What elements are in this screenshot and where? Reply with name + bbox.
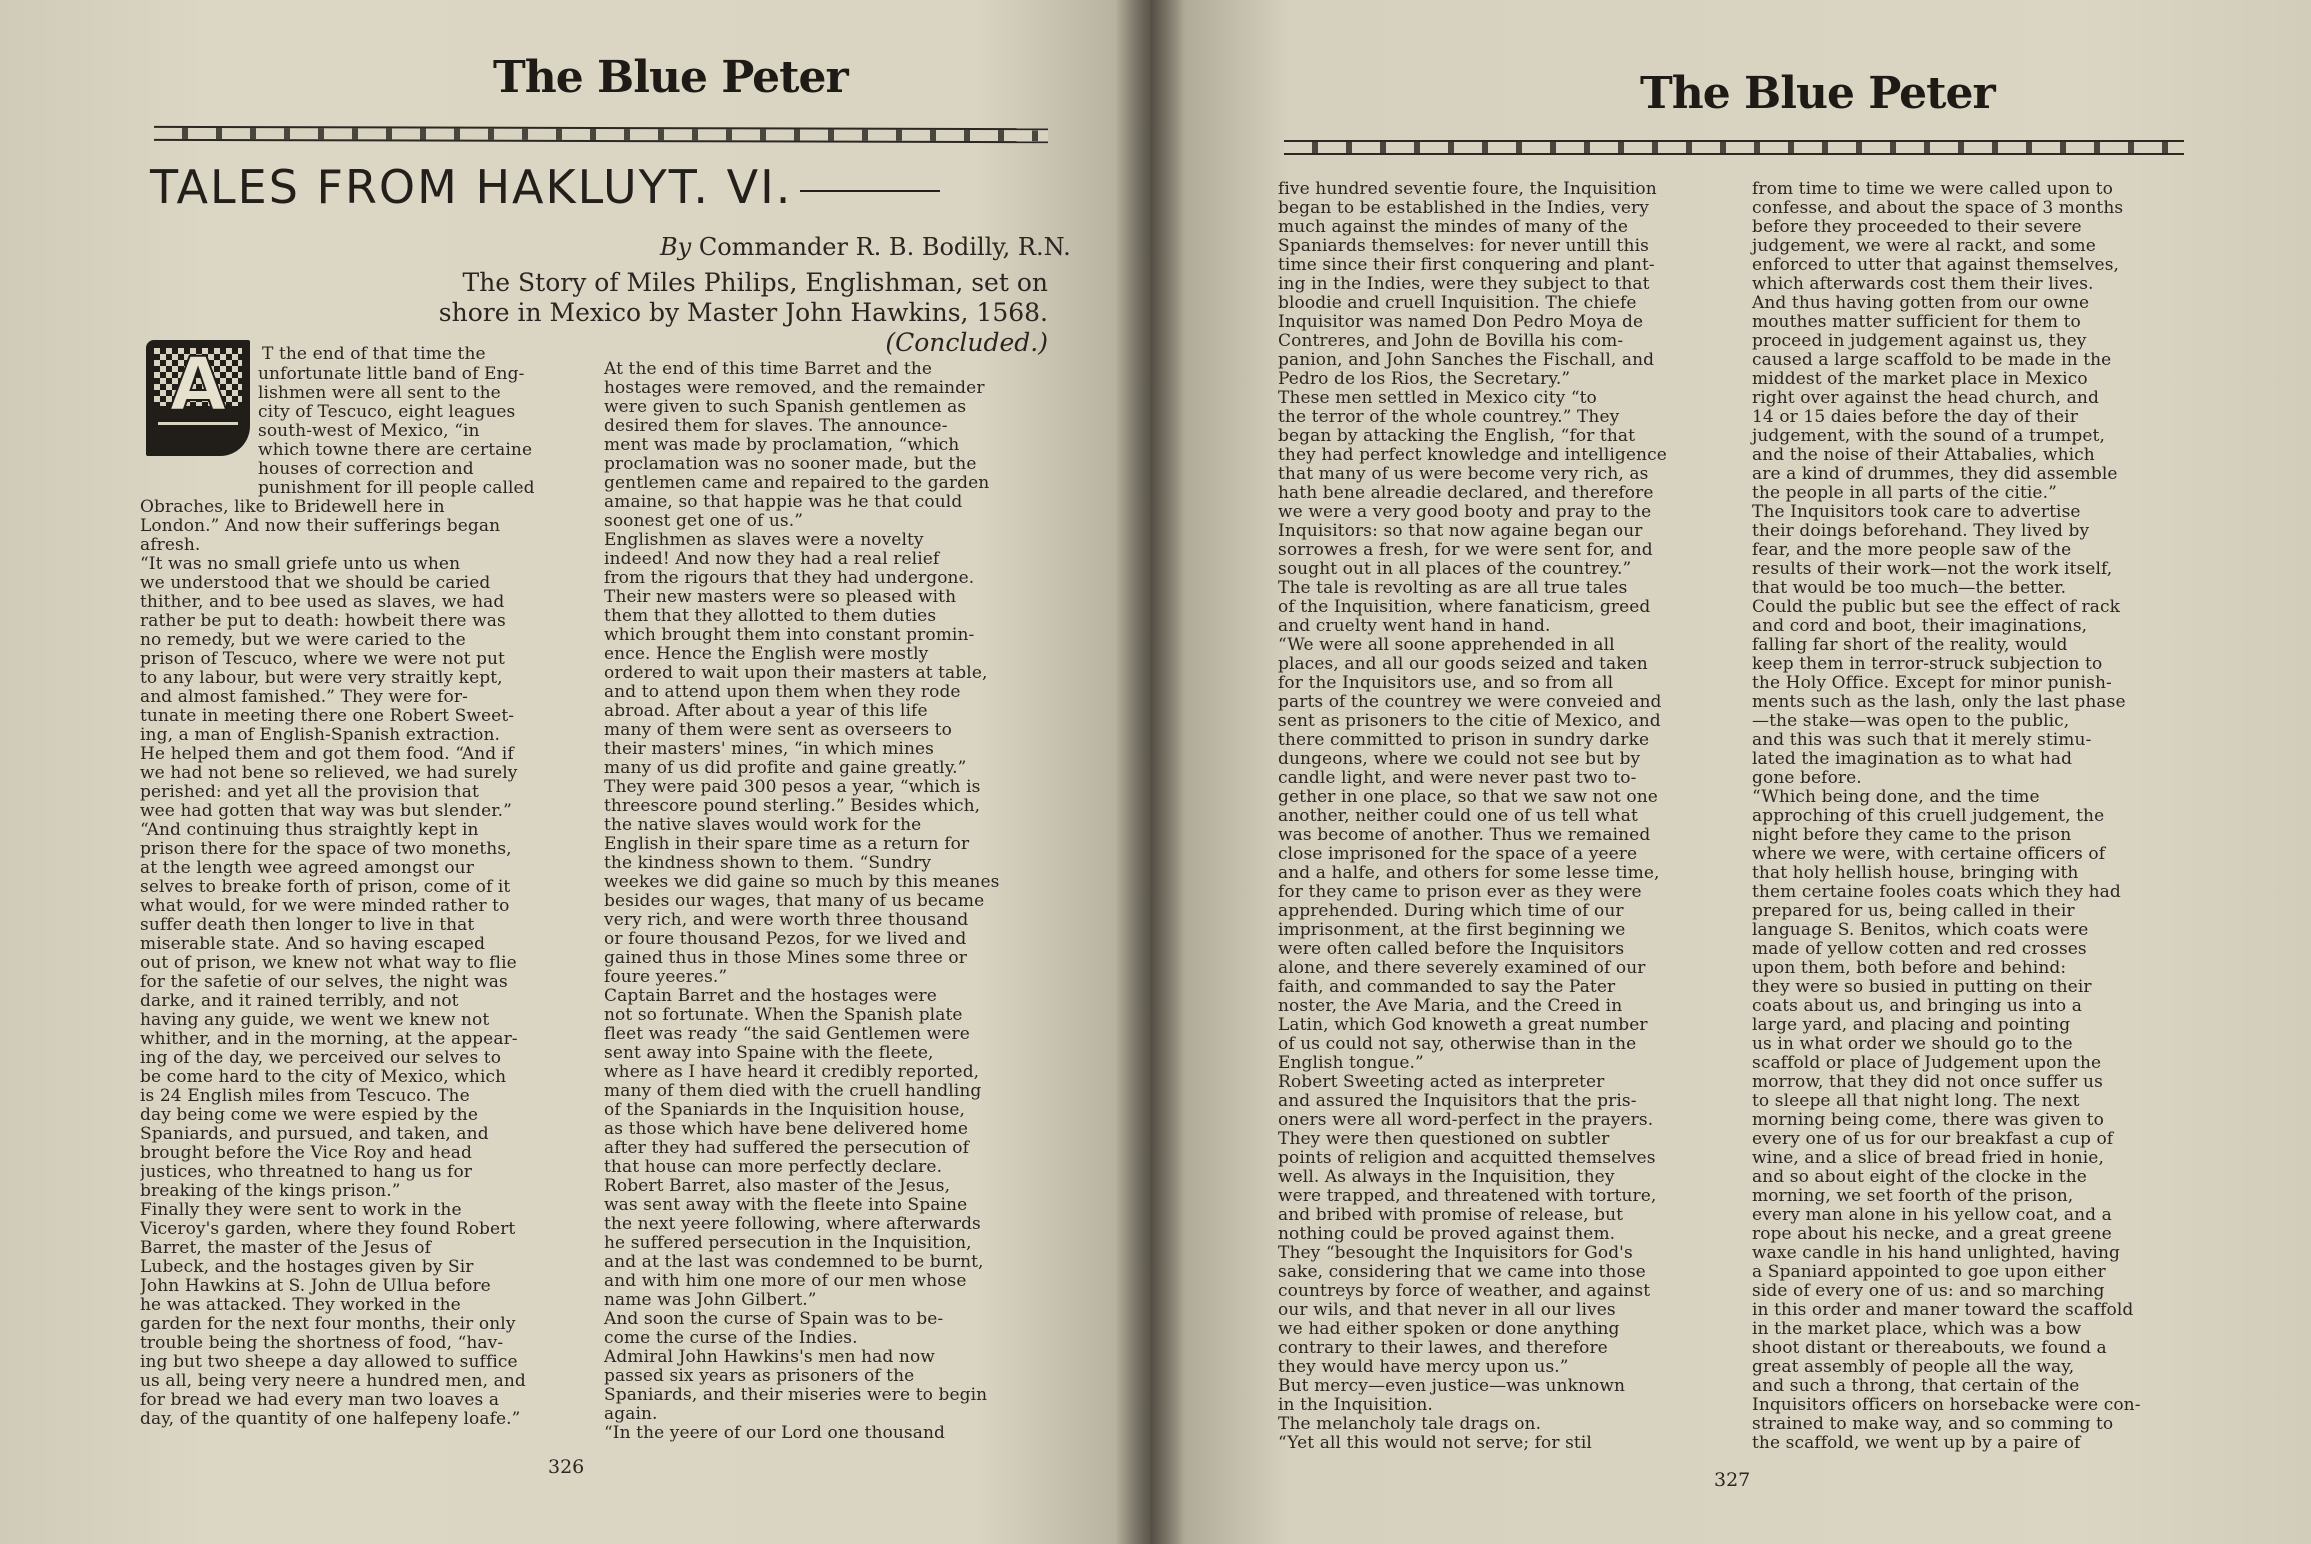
text-line: for bread we had every man two loaves a (140, 1391, 500, 1410)
text-line: which towne there are certaine (258, 441, 533, 460)
text-line: justices, who threatned to hang us for (140, 1163, 473, 1182)
right-page-column-1: five hundred seventie foure, the Inquisition began to be established in the Indies, very much against the mindes of many of the Spaniards themselves: for never untill this time since their first conquering and plant- ing in the Indies, were they subject to that bloodie and cruell Inquisition. The chiefe Inquisitor was named Don Pedro Moya de Contreres, and John de Bovilla his com- panion, and John Sanches the Fischall, and Pedro de los Rios, the Secretary.” These men settled in Mexico city “to the terror of the whole countrey.” They began by attacking the English, “for that they had perfect knowledge and intelligence that many of us were become very rich, as hath bene alreadie declared, and therefore we were a very good booty and pray to the Inquisitors: so that now againe began our sorrowes a fresh, for we were sent for, and sought out in all places of the countrey.” The tale is revolting as are all true tales of the Inquisition, where fanaticism, greed and cruelty went hand in hand. “We were all soone apprehended in all places, and all our goods seized and taken for the Inquisitors use, and so from all parts of the countrey we were conveied and sent as prisoners to the citie of Mexico, and there committed to prison in sundry darke dungeons, where we could not see but by candle light, and were never past two to- gether in one place, so that we saw not one another, neither could one of us tell what was become of another. Thus we remained close imprisoned for the space of a yeere and a halfe, and others for some lesse time, for they came to prison ever as they were apprehended. During which time of our imprisonment, at the first beginning we were often called before the Inquisitors alone, and there severely examined of our faith, and commanded to say the Pater noster, the Ave Maria, and the Creed in Latin, which God knoweth a great number of us could not say, otherwise than in the English tongue.” Robert Sweeting acted as interpreter and assured the Inquisitors that the pris- oners were all word-perfect in the prayers. They were then questioned on subtler points of religion and acquitted themselves well. As always in the Inquisition, they were trapped, and threatened with torture, and bribed with promise of release, but nothing could be proved against them. They “besought the Inquisitors for God's sake, considering that we came into those countreys by force of weather, and against our wils, and that never in all our lives we had either spoken or done anything contrary to their lawes, and therefore they would have mercy upon us.” But mercy—even justice—was unknown in the Inquisition. The melancholy tale drags on. “Yet all this would not serve; for stil (1278, 179, 1667, 1453)
text-line: “It was no small griefe unto us when (140, 555, 461, 574)
column-lead-line: T the end of that time the (262, 344, 486, 364)
text-line: and almost famished.” They were for- (140, 688, 468, 707)
text-line: miserable state. And so having escaped (140, 935, 486, 954)
left-col1-text (140, 365, 562, 1429)
text-line: he was attacked. They worked in the (140, 1296, 461, 1315)
text-line: day, of the quantity of one halfepeny loafe.” (140, 1410, 521, 1429)
text-line: perished: and yet all the provision that (140, 783, 479, 802)
text-line: garden for the next four months, their only (140, 1315, 516, 1334)
text-line: Obraches, like to Bridewell here in (140, 498, 445, 517)
text-line: we had not bene so relieved, we had surely (140, 764, 518, 783)
article-title (150, 160, 1050, 214)
left-page-column-2: At the end of this time Barret and the hostages were removed, and the remainder were given to such Spanish gentlemen as desired them for slaves. The announce- ment was made by proclamation, “which proclamation was no sooner made, but the gentlemen came and repaired to the garden amaine, so that happie was he that could soonest get one of us.” Englishmen as slaves were a novelty indeed! And now they had a real relief from the rigours that they had undergone. Their new masters were so pleased with them that they allotted to them duties which brought them into constant promin- ence. Hence the English were mostly ordered to wait upon their masters at table, and to attend upon them when they rode abroad. After about a year of this life many of them were sent as overseers to their masters' mines, “in which mines many of us did profite and gaine greatly.” They were paid 300 pesos a year, “which is threescore pound sterling.” Besides which, the native slaves would work for the English in their spare time as a return for the kindness shown to them. “Sundry weekes we did gaine so much by this meanes besides our wages, that many of us became very rich, and were worth three thousand or foure thousand Pezos, for we lived and gained thus in those Mines some three or foure yeeres.” Captain Barret and the hostages were not so fortunate. When the Spanish plate fleet was ready “the said Gentlemen were sent away into Spaine with the fleete, where as I have heard it credibly reported, many of them died with the cruell handling of the Spaniards in the Inquisition house, as those which have bene delivered home after they had suffered the persecution of that house can more perfectly declare. Robert Barret, also master of the Jesus, was sent away with the fleete into Spaine the next yeere following, where afterwards he suffered persecution in the Inquisition, and at the last was condemned to be burnt, and with him one more of our men whose name was John Gilbert.” And soon the curse of Spain was to be- come the curse of the Indies. Admiral John Hawkins's men had now passed six years as prisoners of the Spaniards, and their miseries were to begin again. “In the yeere of our Lord one thousand (604, 359, 1000, 1443)
subtitle-note: (Concluded.) (885, 328, 1048, 357)
text-line: be come hard to the city of Mexico, which (140, 1068, 507, 1087)
text-line: ing of the day, we perceived our selves to (140, 1049, 502, 1068)
masthead-logo: The Blue Peter (493, 52, 848, 103)
text-line: no remedy, but we were caried to the (140, 631, 466, 650)
text-line: having any guide, we went we knew not (140, 1011, 490, 1030)
text-line: Viceroy's garden, where they found Robert (140, 1220, 516, 1239)
drop-cap-letter: A (169, 342, 227, 428)
text-line: ing but two sheepe a day allowed to suffice (140, 1353, 518, 1372)
text-line: London.” And now their sufferings began (140, 517, 501, 536)
text-line: Finally they were sent to work in the (140, 1201, 462, 1220)
text-line: brought before the Vice Roy and head (140, 1144, 473, 1163)
text-line: is 24 English miles from Tescuco. The (140, 1087, 470, 1106)
text-line: darke, and it rained terribly, and not (140, 992, 459, 1011)
text-line: suffer death then longer to live in that (140, 916, 475, 935)
text-line: thither, and to bee used as slaves, we had (140, 593, 505, 612)
text-line: unfortunate little band of Eng- (258, 365, 525, 384)
text-line: us all, being very neere a hundred men, and (140, 1372, 526, 1391)
text-line: whither, and in the morning, at the appear- (140, 1030, 518, 1049)
text-line: day being come we were espied by the (140, 1106, 478, 1125)
text-line: punishment for ill people called (258, 479, 535, 498)
article-title-text: TALES FROM HAKLUYT. VI. (150, 160, 793, 214)
text-line: city of Tescuco, eight leagues (258, 403, 516, 422)
right-page-column-2: from time to time we were called upon to confesse, and about the space of 3 months before they proceeded to their severe judgement, we were al rackt, and some enforced to utter that against themselves, which afterwards cost them their lives. And thus having gotten from our owne mouthes matter sufficient for them to proceed in judgement against us, they caused a large scaffold to be made in the middest of the market place in Mexico right over against the head church, and 14 or 15 daies before the day of their judgement, with the sound of a trumpet, and the noise of their Attabalies, which are a kind of drummes, they did assemble the people in all parts of the citie.” The Inquisitors took care to advertise their doings beforehand. They lived by fear, and the more people saw of the results of their work—not the work itself, that would be too much—the better. Could the public but see the effect of rack and cord and boot, their imaginations, falling far short of the reality, would keep them in terror-struck subjection to the Holy Office. Except for minor punish- ments such as the lash, only the last phase —the stake—was open to the public, and this was such that it merely stimu- lated the imagination as to what had gone before. “Which being done, and the time approching of this cruell judgement, the night before they came to the prison where we were, with certaine officers of that holy hellish house, bringing with them certaine fooles coats which they had prepared for us, being called in their language S. Benitos, which coats were made of yellow cotten and red crosses upon them, both before and behind: they were so busied in putting on their coats about us, and bringing us into a large yard, and placing and pointing us in what order we should go to the scaffold or place of Judgement upon the morrow, that they did not once suffer us to sleepe all that night long. The next morning being come, there was given to every one of us for our breakfast a cup of wine, and a slice of bread fried in honie, and so about eight of the clocke in the morning, we set foorth of the prison, every man alone in his yellow coat, and a rope about his necke, and a great greene waxe candle in his hand unlighted, having a Spaniard appointed to goe upon either side of every one of us: and so marching in this order and maner toward the scaffold in the market place, which was a bow shoot distant or thereabouts, we found a great assembly of people all the way, and such a throng, that certain of the Inquisitors officers on horsebacke were con- strained to make way, and so comming to the scaffold, we went up by a paire of (1752, 179, 2141, 1453)
text-line: lishmen were all sent to the (258, 384, 501, 403)
page-number: 327 (1714, 1469, 1751, 1491)
text-line: wee had gotten that way was but slender.” (140, 802, 512, 821)
text-line: trouble being the shortness of food, “hav- (140, 1334, 504, 1353)
text-line: breaking of the kings prison.” (140, 1182, 401, 1201)
text-line: He helped them and got them food. “And if (140, 745, 514, 764)
title-rule (800, 190, 940, 192)
left-page-column-1 (140, 365, 562, 1429)
text-line: for the safetie of our selves, the night was (140, 973, 508, 992)
text-line: John Hawkins at S. John de Ullua before (140, 1277, 491, 1296)
text-line: tunate in meeting there one Robert Sweet- (140, 707, 515, 726)
text-line: Spaniards, and pursued, and taken, and (140, 1125, 489, 1144)
binding-gutter (1115, 0, 1185, 1544)
text-line: Barret, the master of the Jesus of (140, 1239, 432, 1258)
subtitle-text: The Story of Miles Philips, Englishman, set on shore in Mexico by Master John Hawkins, 1568. (438, 268, 1048, 327)
text-line: “And continuing thus straightly kept in (140, 821, 479, 840)
byline (660, 233, 1071, 261)
text-line: south-west of Mexico, “in (258, 422, 480, 441)
byline-by: By (660, 233, 692, 261)
text-line: selves to breake forth of prison, come of it (140, 878, 511, 897)
decorative-band (1284, 140, 2184, 155)
text-line: afresh. (140, 536, 201, 555)
text-line: prison of Tescuco, where we were not put (140, 650, 505, 669)
text-line: we understood that we should be caried (140, 574, 491, 593)
right-page (1150, 0, 2311, 1544)
text-line: rather be put to death: howbeit there was (140, 612, 506, 631)
text-line: at the length wee agreed amongst our (140, 859, 474, 878)
text-line: what would, for we were minded rather to (140, 897, 510, 916)
decorative-band (154, 126, 1048, 143)
text-line: Lubeck, and the hostages given by Sir (140, 1258, 474, 1277)
text-line: houses of correction and (258, 460, 474, 479)
page-number: 326 (548, 1456, 585, 1478)
byline-author: Commander R. B. Bodilly, R.N. (698, 233, 1071, 261)
masthead-logo: The Blue Peter (1640, 68, 1995, 119)
left-page (0, 0, 1150, 1544)
text-line: ing, a man of English-Spanish extraction. (140, 726, 501, 745)
text-line: out of prison, we knew not what way to flie (140, 954, 517, 973)
text-line: to any labour, but were very straitly kept, (140, 669, 503, 688)
text-line: prison there for the space of two moneths, (140, 840, 512, 859)
